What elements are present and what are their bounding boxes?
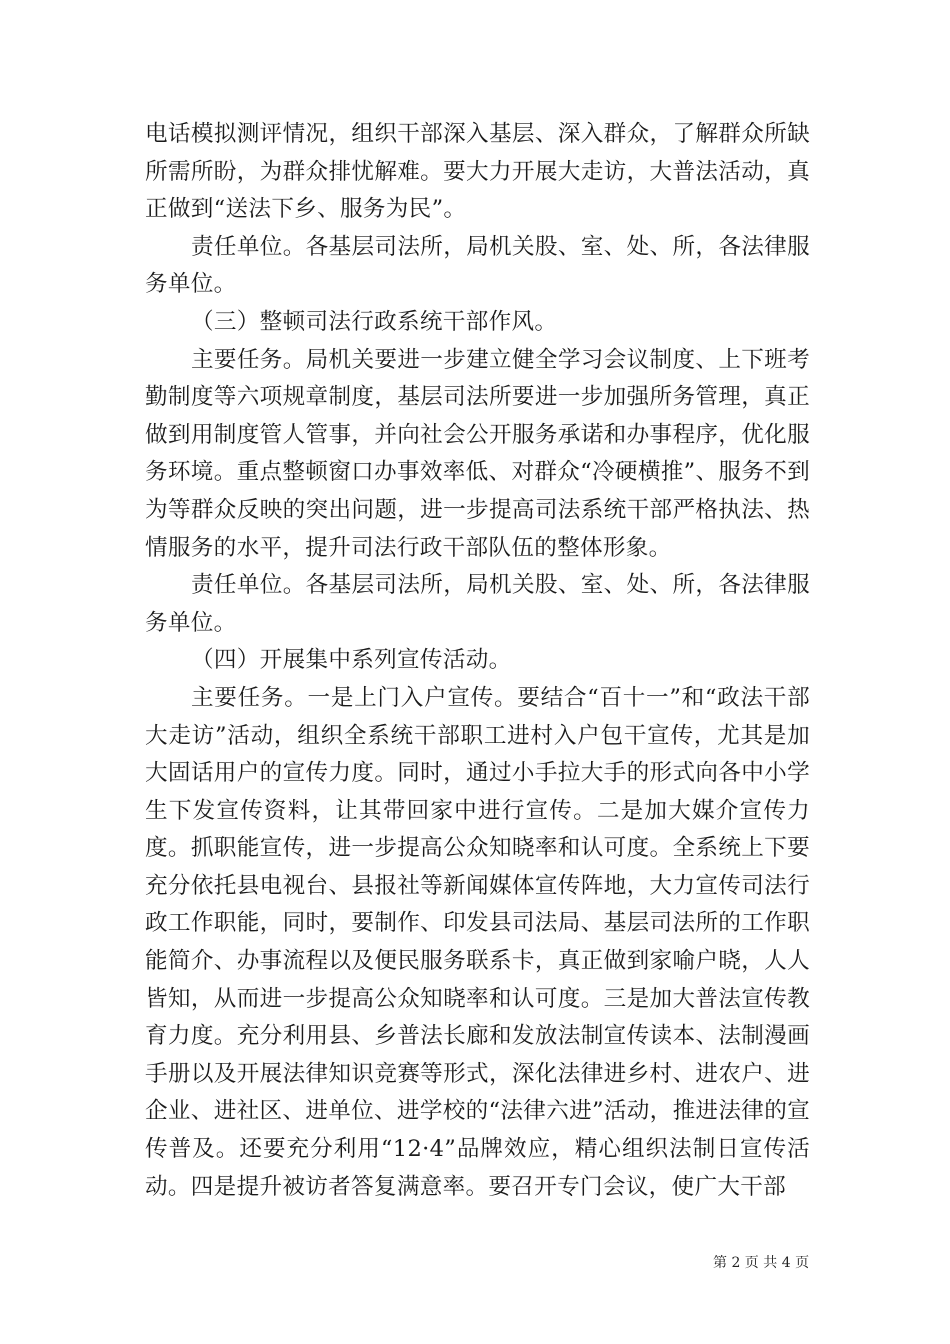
page-number-footer: 第 2 页 共 4 页	[713, 1255, 810, 1271]
paragraph-5: 责任单位。各基层司法所，局机关股、室、处、所，各法律服务单位。	[145, 572, 810, 636]
paragraph-2: 责任单位。各基层司法所，局机关股、室、处、所，各法律服务单位。	[145, 233, 810, 298]
section-heading-4: （四）开展集中系列宣传活动。	[191, 647, 512, 674]
section-heading-3: （三）整顿司法行政系统干部作风。	[191, 308, 558, 335]
paragraph-4: 主要任务。局机关要进一步建立健全学习会议制度、上下班考勤制度等六项规章制度，基层司法所要进一步加强所务管理，真正做到用制度管人管事，并向社会公开服务承诺和办事程序，优化服务环境。重点整顿窗口办事效率低、对群众“冷硬横推”、服务不到为等群众反映的突出问题，进一步提高司法系统干部严格执法、热情服务的水平，提升司法行政干部队伍的整体形象。	[145, 346, 810, 561]
paragraph-7: 主要任务。一是上门入户宣传。要结合“百十一”和“政法干部大走访”活动，组织全系统干部职工进村入户包干宣传，尤其是加大固话用户的宣传力度。同时，通过小手拉大手的形式向各中小学生下发宣传资料，让其带回家中进行宣传。二是加大媒介宣传力度。抓职能宣传，进一步提高公众知晓率和认可度。全系统上下要充分依托县电视台、县报社等新闻媒体宣传阵地，大力宣传司法行政工作职能，同时，要制作、印发县司法局、基层司法所的工作职能简介、办事流程以及便民服务联系卡，真正做到家喻户晓，人人皆知，从而进一步提高公众知晓率和认可度。三是加大普法宣传教育力度。充分利用县、乡普法长廊和发放法制宣传读本、法制漫画手册以及开展法律知识竞赛等形式，深化法律进乡村、进农户、进企业、进社区、进单位、进学校的“法律六进”活动，推进法律的宣传普及。还要充分利用“12·4”品牌效应，精心组织法制日宣传活动。四是提升被访者答复满意率。要召开专门会议，使广大干部	[145, 684, 810, 1200]
document-body	[145, 116, 810, 1206]
paragraph-1: 电话模拟测评情况，组织干部深入基层、深入群众，了解群众所缺所需所盼，为群众排忧解难。要大力开展大走访，大普法活动，真正做到“送法下乡、服务为民”。	[145, 121, 810, 223]
